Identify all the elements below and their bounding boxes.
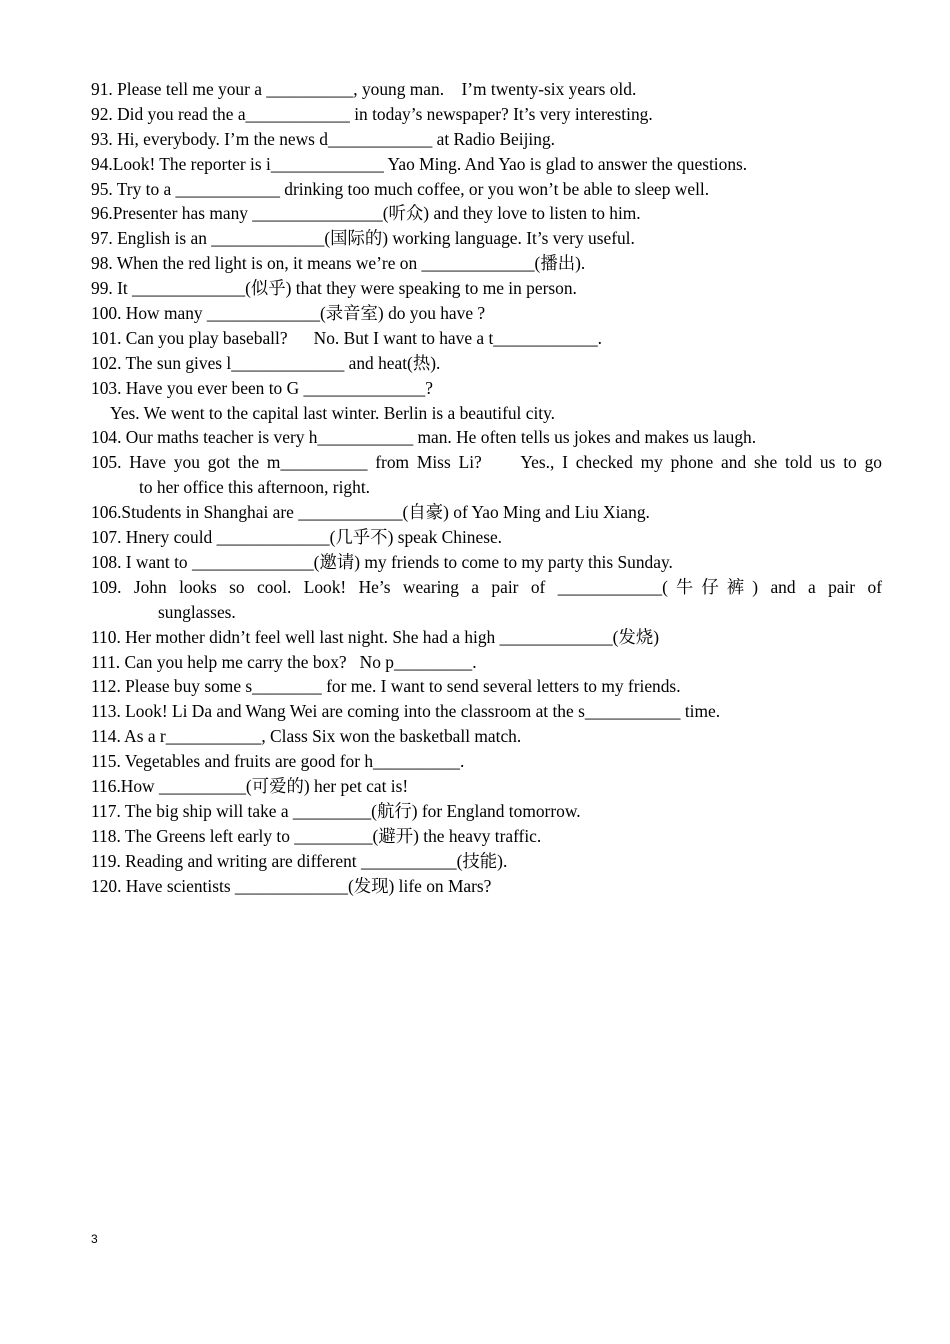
exercise-item-118: 118. The Greens left early to _________(避开) the heavy traffic.	[91, 825, 542, 846]
exercise-item-106: 106.Students in Shanghai are ____________(自豪) of Yao Ming and Liu Xiang.	[91, 502, 650, 523]
exercise-item-99: 99. It _____________(似乎) that they were speaking to me in person.	[91, 278, 577, 299]
exercise-item-91: 91. Please tell me your a __________, young man. I’m twenty-six years old.	[91, 79, 637, 99]
exercise-item-101: 101. Can you play baseball? No. But I want to have a t____________.	[91, 327, 603, 348]
exercise-item-105-continuation: to her office this afternoon, right.	[139, 477, 371, 498]
exercise-item-105: 105. Have you got the m__________ from Miss Li? Yes., I checked my phone and she told us to go	[91, 452, 882, 473]
exercise-item-113: 113. Look! Li Da and Wang Wei are coming into the classroom at the s___________ time.	[91, 701, 721, 722]
exercise-item-119: 119. Reading and writing are different ___________(技能).	[91, 850, 508, 871]
exercise-item-95: 95. Try to a ____________ drinking too much coffee, or you won’t be able to sleep well.	[91, 178, 710, 199]
exercise-item-111: 111. Can you help me carry the box? No p_________.	[91, 651, 477, 672]
exercise-item-94: 94.Look! The reporter is i_____________ Yao Ming. And Yao is glad to answer the questions.	[91, 153, 748, 174]
exercise-item-98: 98. When the red light is on, it means we’re on _____________(播出).	[91, 253, 586, 274]
exercise-item-96: 96.Presenter has many _______________(听众) and they love to listen to him.	[91, 203, 641, 224]
exercise-item-104: 104. Our maths teacher is very h___________ man. He often tells us jokes and makes us laugh.	[91, 427, 757, 448]
exercise-item-109: 109. John looks so cool. Look! He’s wearing a pair of ____________(牛仔裤) and a pair of	[91, 576, 882, 597]
exercise-item-92: 92. Did you read the a____________ in today’s newspaper? It’s very interesting.	[91, 103, 653, 124]
exercise-item-116: 116.How __________(可爱的) her pet cat is!	[91, 775, 409, 796]
exercise-item-115: 115. Vegetables and fruits are good for h__________.	[91, 751, 465, 772]
exercise-list	[91, 77, 882, 898]
exercise-item-112: 112. Please buy some s________ for me. I want to send several letters to my friends.	[91, 676, 681, 697]
exercise-item-109-continuation: sunglasses.	[158, 601, 236, 622]
exercise-item-120: 120. Have scientists _____________(发现) life on Mars?	[91, 875, 492, 896]
exercise-item-103: 103. Have you ever been to G ______________?	[91, 377, 433, 398]
exercise-item-100: 100. How many _____________(录音室) do you have ?	[91, 303, 486, 324]
page-number: 3	[91, 1232, 98, 1246]
exercise-item-93: 93. Hi, everybody. I’m the news d____________ at Radio Beijing.	[91, 128, 556, 149]
exercise-item-107: 107. Hnery could _____________(几乎不) speak Chinese.	[91, 527, 503, 548]
exercise-item-102: 102. The sun gives l_____________ and heat(热).	[91, 352, 441, 373]
exercise-item-97: 97. English is an _____________(国际的) working language. It’s very useful.	[91, 228, 635, 249]
exercise-item-117: 117. The big ship will take a _________(航行) for England tomorrow.	[91, 800, 581, 821]
exercise-item-110: 110. Her mother didn’t feel well last night. She had a high _____________(发烧)	[91, 626, 659, 647]
exercise-item-103-answer: Yes. We went to the capital last winter. Berlin is a beautiful city.	[110, 402, 556, 423]
exercise-item-108: 108. I want to ______________(邀请) my friends to come to my party this Sunday.	[91, 551, 673, 572]
exercise-item-114: 114. As a r___________, Class Six won the basketball match.	[91, 726, 522, 747]
